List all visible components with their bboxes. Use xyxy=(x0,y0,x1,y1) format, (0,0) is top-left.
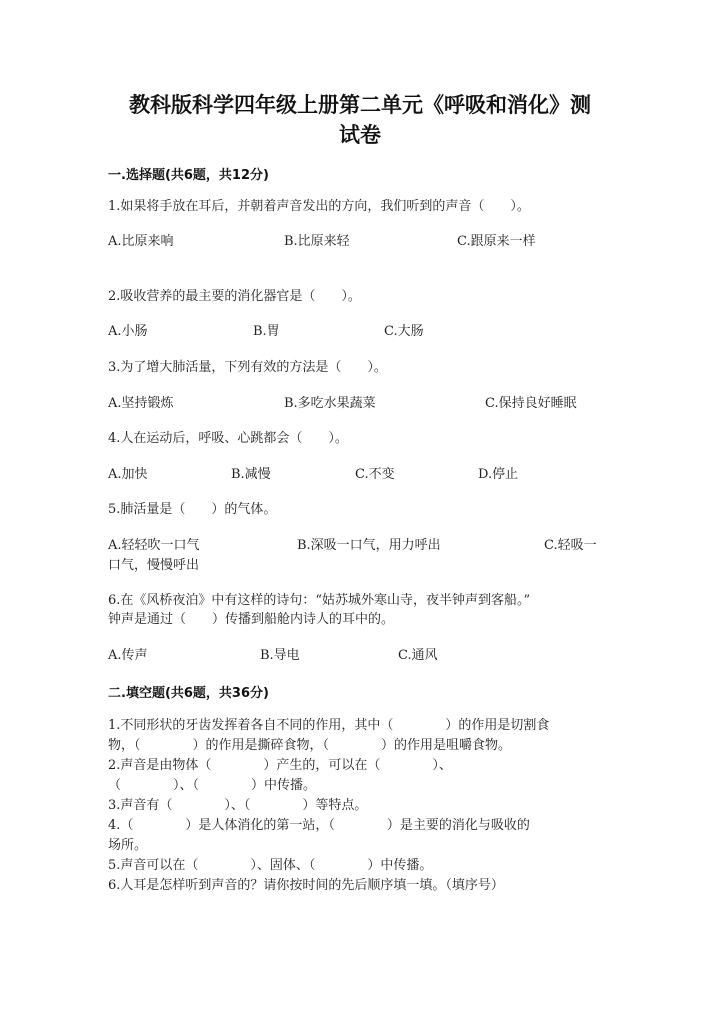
exam-title-line2: 试卷 xyxy=(339,123,381,147)
question-4-option-b: B.减慢 xyxy=(231,467,271,482)
question-1-option-b: B.比原来轻 xyxy=(284,234,350,249)
fill-line: 2.声音是由物体（ ）产生的，可以在（ ）、 xyxy=(108,758,452,773)
question-5-option-a: A.轻轻吹一口气 xyxy=(108,538,200,553)
question-2-option-b: B.胃 xyxy=(253,324,280,339)
fill-line: （ ）、（ ）中传播。 xyxy=(108,778,317,793)
question-3-option-c: C.保持良好睡眠 xyxy=(485,396,577,411)
question-5-option-c-continued: 口气，慢慢呼出 xyxy=(108,558,200,573)
question-6-option-b: B.导电 xyxy=(260,648,300,663)
question-1-option-c: C.跟原来一样 xyxy=(457,234,536,249)
question-4-option-c: C.不变 xyxy=(355,467,395,482)
question-6-option-c: C.通风 xyxy=(398,648,438,663)
question-2-option-a: A.小肠 xyxy=(108,324,148,339)
question-4-option-a: A.加快 xyxy=(108,467,148,482)
question-1-stem: 1.如果将手放在耳后，并朝着声音发出的方向，我们听到的声音（ ）。 xyxy=(108,199,530,214)
question-1-option-a: A.比原来响 xyxy=(108,234,174,249)
fill-line: 物，（ ）的作用是撕碎食物，（ ）的作用是咀嚼食物。 xyxy=(108,738,512,753)
question-3-option-a: A.坚持锻炼 xyxy=(108,396,174,411)
fill-line: 6.人耳是怎样听到声音的？请你按时间的先后顺序填一填。（填序号） xyxy=(108,878,504,893)
fill-line: 3.声音有（ ）、（ ）等特点。 xyxy=(108,798,368,813)
section1-heading: 一.选择题(共6题，共12分) xyxy=(108,168,269,183)
fill-line: 1.不同形状的牙齿发挥着各自不同的作用，其中（ ）的作用是切割食 xyxy=(108,718,550,733)
question-5-option-c: C.轻吸一 xyxy=(544,538,597,553)
question-3-stem: 3.为了增大肺活量，下列有效的方法是（ ）。 xyxy=(108,360,387,375)
fill-line: 场所。 xyxy=(108,838,148,853)
question-2-stem: 2.吸收营养的最主要的消化器官是（ ）。 xyxy=(108,289,361,304)
question-6-option-a: A.传声 xyxy=(108,648,148,663)
exam-title xyxy=(100,90,620,150)
question-4-stem: 4.人在运动后，呼吸、心跳都会（ ）。 xyxy=(108,431,348,446)
question-2-option-c: C.大肠 xyxy=(384,324,424,339)
exam-title-line1: 教科版科学四年级上册第二单元《呼吸和消化》测 xyxy=(129,93,591,117)
fill-line: 4.（ ）是人体消化的第一站，（ ）是主要的消化与吸收的 xyxy=(108,818,530,833)
question-6-stem-line2: 钟声是通过（ ）传播到船舱内诗人的耳中的。 xyxy=(108,612,395,627)
question-6-stem-line1: 6.在《风桥夜泊》中有这样的诗句：“姑苏城外寒山寺，夜半钟声到客船。” xyxy=(108,593,531,608)
fill-line: 5.声音可以在（ ）、固体、（ ）中传播。 xyxy=(108,858,433,873)
section2-heading: 二.填空题(共6题，共36分) xyxy=(108,686,269,701)
question-3-option-b: B.多吃水果蔬菜 xyxy=(284,396,376,411)
question-5-option-b: B.深吸一口气，用力呼出 xyxy=(297,538,441,553)
question-4-option-d: D.停止 xyxy=(478,467,519,482)
question-5-stem: 5.肺活量是（ ）的气体。 xyxy=(108,502,277,517)
